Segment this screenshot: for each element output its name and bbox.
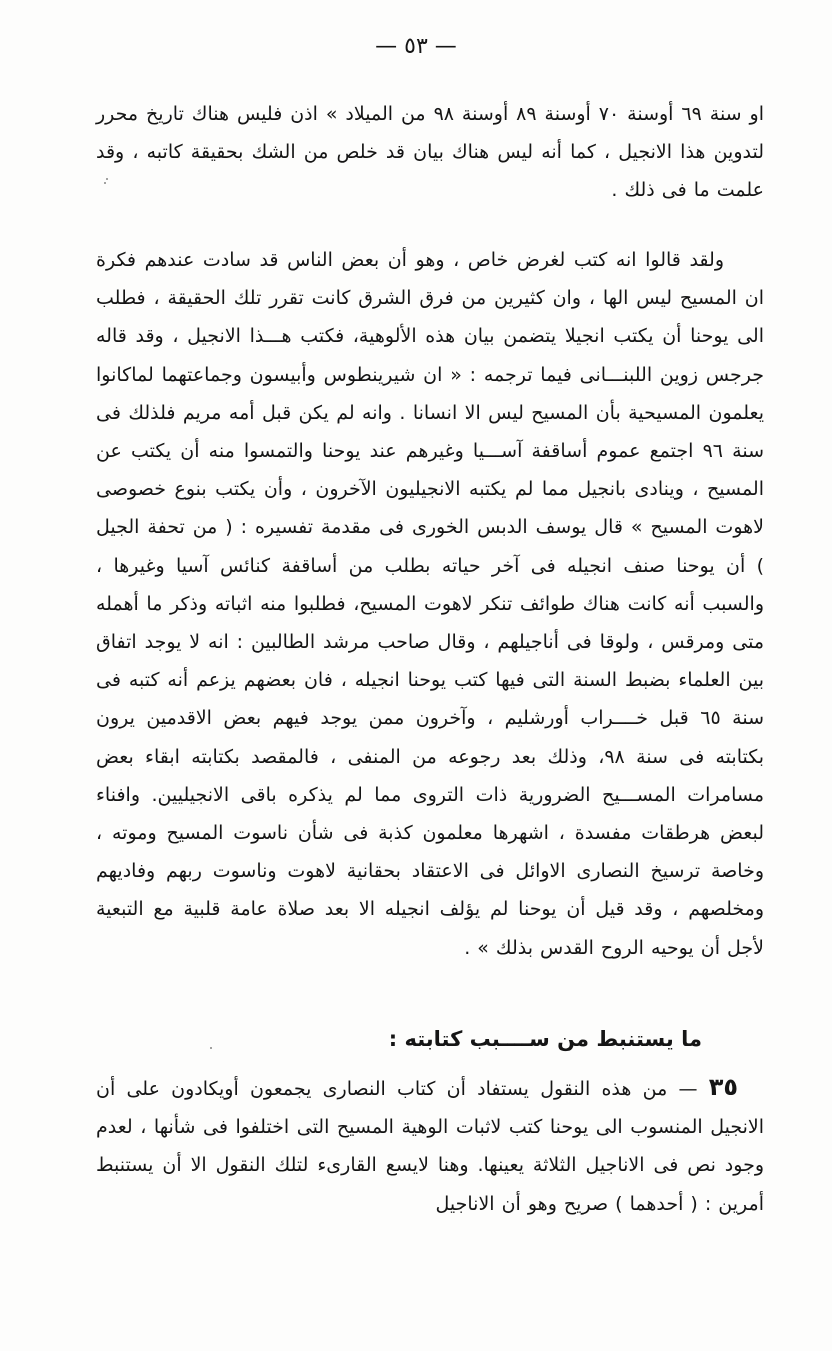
- paragraph-3-text: — من هذه النقول يستفاد أن كتاب النصارى يجمعون أويكادون على أن الانجيل المنسوب الى يوحنا كتب لاثبات الوهية المسيح التى اختلفوا فى شأنها ، لعدم وجود نص فى الاناجيل الثلاثة يعينها. وهنا لايسع القارىء لتلك النقول الا أن يستنبط أمرين : ( أحدهما ) صريح وهو أن الاناجيل: [96, 1078, 764, 1215]
- paragraph-3: [96, 1068, 764, 1223]
- scan-speck: [210, 1047, 212, 1049]
- paragraph-1: او سنة ٦٩ أوسنة ٧٠ أوسنة ٨٩ أوسنة ٩٨ من الميلاد » اذن فليس هناك تاريخ محرر لتدوين هذا الانجيل ، كما أنه ليس هناك بيان قد خلص من الشك بحقيقة كاتبه ، وقد علمت ما فى ذلك .: [96, 103, 764, 202]
- section-number: ٣٥: [708, 1073, 739, 1101]
- scan-speck: [104, 182, 106, 184]
- paragraph-1-block: [96, 95, 764, 210]
- paragraph-2: ولقد قالوا انه كتب لغرض خاص ، وهو أن بعض الناس قد سادت عندهم فكرة ان المسيح ليس الها ، وان كثيرين من فرق الشرق كانت تقرر تلك الحقيقة ، فطلب الى يوحنا أن يكتب انجيلا يتضمن بيان هذه الألوهية، فكتب هـــذا الانجيل ، وقد قاله جرجس زوين اللبنـــانى فيما ترجمه : « ان شيرينطوس وأبيسون وجماعتهما لماكانوا يعلمون المسيحية بأن المسيح ليس الا انسانا . وانه لم يكن قبل أمه مريم فلذلك فى سنة ٩٦ اجتمع عموم أساقفة آســـيا وغيرهم عند يوحنا والتمسوا منه أن يكتب عن المسيح ، وينادى بانجيل مما لم يكتبه الانجيليون الآخرون ، وأن يكتب بنوع خصوصى لاهوت المسيح » قال يوسف الدبس الخورى فى مقدمة تفسيره : ( من تحفة الجيل ) أن يوحنا صنف انجيله فى آخر حياته بطلب من أساقفة كنائس آسيا وغيرها ، والسبب أنه كانت هناك طوائف تنكر لاهوت المسيح، فطلبوا منه اثباته وذكر ما أهمله متى ومرقس ، ولوقا فى أناجيلهم ، وقال صاحب مرشد الطالبين : انه لا يوجد اتفاق بين العلماء بضبط السنة التى فيها كتب يوحنا انجيله ، فان بعضهم يزعم أنه كتبه فى سنة ٦٥ قبل خــــراب أورشليم ، وآخرون ممن يوجد فيهم بعض الاقدمين يرون بكتابته فى سنة ٩٨، وذلك بعد رجوعه من المنفى ، فالمقصد بكتابته ابقاء بعض مسامرات المســـيح الضرورية ذات التروى مما لم يذكره باقى الانجيليين. وافناء لبعض هرطقات مفسدة ، اشهرها معلمون كذبة فى شأن ناسوت المسيح وموته ، وخاصة ترسيخ النصارى الاوائل فى الاعتقاد بحقانية لاهوت وناسوت ربهم وفاديهم ومخلصهم ، وقد قيل أن يوحنا لم يؤلف انجيله الا بعد صلاة عامة قلبية مع التبعية لأجل أن يوحيه الروح القدس بذلك » .: [96, 249, 765, 959]
- section-heading: ما يستنبط من ســــبب كتابته :: [388, 1027, 702, 1051]
- paragraph-2-block: [96, 241, 764, 967]
- scan-speck: [106, 178, 108, 180]
- paragraph-3-block: [96, 1068, 764, 1223]
- page-number: — ٥٣ —: [375, 34, 457, 59]
